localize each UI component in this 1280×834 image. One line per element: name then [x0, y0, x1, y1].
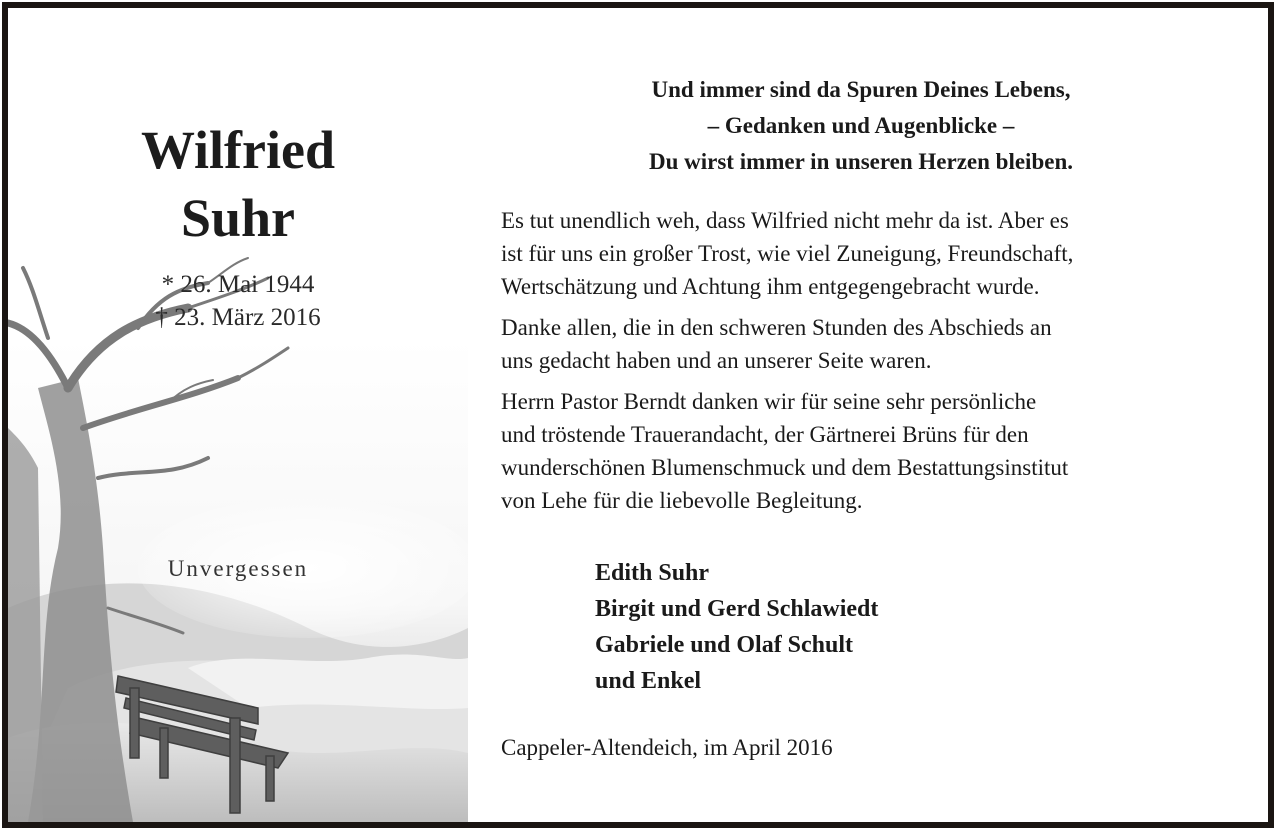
paragraph-acknowledgements — [501, 385, 1221, 517]
obituary-text — [501, 72, 1221, 764]
birth-date: * 26. Mai 1944 — [161, 271, 315, 298]
signer: und Enkel — [595, 668, 702, 694]
obituary-frame — [2, 2, 1274, 828]
memorial-word: Unvergessen — [167, 556, 309, 581]
text-line: ist für uns ein großer Trost, wie viel Zuneigung, Freundschaft, — [501, 241, 1074, 266]
signer: Edith Suhr — [595, 560, 710, 586]
death-date: † 23. März 2016 — [155, 304, 321, 331]
text-line: Herrn Pastor Berndt danken wir für seine sehr persönliche — [501, 389, 1037, 414]
last-name: Suhr — [180, 188, 296, 248]
motto — [501, 72, 1221, 180]
paragraph-gratitude — [501, 204, 1221, 303]
text-line: und tröstende Trauerandacht, der Gärtnerei Brüns für den — [501, 422, 1029, 447]
place-date: Cappeler-Altendeich, im April 2016 — [501, 735, 833, 760]
paragraph-thanks — [501, 311, 1221, 377]
text-line: uns gedacht haben und an unserer Seite waren. — [501, 348, 932, 373]
motto-line: – Gedanken und Augenblicke – — [707, 113, 1015, 138]
life-dates — [8, 268, 468, 334]
signer: Gabriele und Olaf Schult — [595, 632, 854, 658]
deceased-name — [8, 116, 468, 252]
text-line: Wertschätzung und Achtung ihm entgegengebracht wurde. — [501, 274, 1040, 299]
text-line: Es tut unendlich weh, dass Wilfried nicht mehr da ist. Aber es — [501, 208, 1069, 233]
text-line: Danke allen, die in den schweren Stunden des Abschieds an — [501, 315, 1052, 340]
first-name: Wilfried — [141, 120, 335, 180]
motto-line: Du wirst immer in unseren Herzen bleiben. — [649, 149, 1073, 174]
signer: Birgit und Gerd Schlawiedt — [595, 596, 879, 622]
motto-line: Und immer sind da Spuren Deines Lebens, — [651, 77, 1071, 102]
signers — [595, 555, 1221, 699]
text-line: wunderschönen Blumenschmuck und dem Bestattungsinstitut — [501, 455, 1069, 480]
text-line: von Lehe für die liebevolle Begleitung. — [501, 488, 863, 513]
left-panel — [8, 8, 468, 822]
